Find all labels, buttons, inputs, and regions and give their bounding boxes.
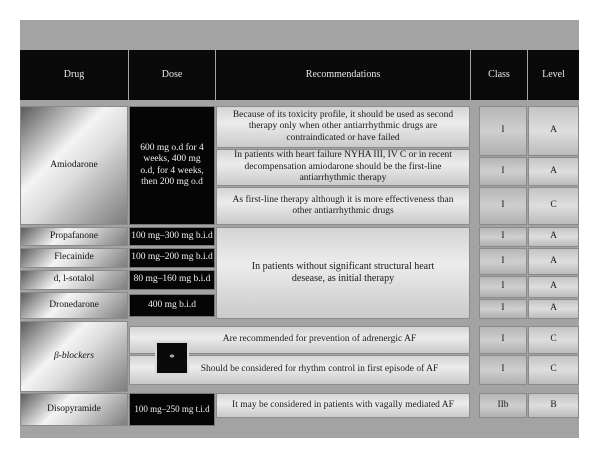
level-propafanone: A [528,227,579,247]
drug-dronedarone: Dronedarone [20,292,128,319]
drug-amiodarone: Amiodarone [20,106,128,225]
class-propafanone: I [479,227,527,247]
level-amiodarone-2: A [528,157,579,186]
drug-propafanone: Propafanone [20,227,128,246]
header-dose: Dose [129,50,215,100]
class-betablockers-1: I [479,326,527,354]
dose-sotalol: 80 mg–160 mg b.i.d [129,270,215,290]
level-disopyramide: B [528,393,579,418]
rec-amiodarone-2: In patients with heart failure NYHA III, IV C or in recent decompensation amiodarone should be the first-line antiarrhythmic therapy [216,149,470,186]
level-flecainide: A [528,248,579,275]
drug-betablockers: β-blockers [20,321,128,392]
drug-disopyramide: Disopyramide [20,393,128,426]
header-level: Level [528,50,579,100]
class-amiodarone-1: I [479,106,527,156]
dose-flecainide: 100 mg–200 mg b.i.d [129,248,215,268]
level-betablockers-2: C [528,355,579,385]
rec-disopyramide: It may be considered in patients with vagally mediated AF [216,393,470,418]
header-recommendations: Recommendations [216,50,470,100]
level-amiodarone-3: C [528,187,579,225]
asterisk-marker: * [155,341,189,375]
class-flecainide: I [479,248,527,275]
dose-propafanone: 100 mg–300 mg b.i.d [129,227,215,246]
rec-amiodarone-3: As first-line therapy although it is more effectiveness than other antiarrhythmic drugs [216,187,470,225]
level-amiodarone-1: A [528,106,579,156]
rec-betablockers-1: Are recommended for prevention of adrenergic AF [129,326,470,354]
class-betablockers-2: I [479,355,527,385]
class-sotalol: I [479,276,527,298]
level-betablockers-1: C [528,326,579,354]
header-drug: Drug [20,50,128,100]
dose-amiodarone: 600 mg o.d for 4 weeks, 400 mg o.d, for 4 weeks, then 200 mg o.d [129,106,215,225]
drug-sotalol: d, l-sotalol [20,270,128,290]
level-sotalol: A [528,276,579,298]
class-disopyramide: IIb [479,393,527,418]
class-dronedarone: I [479,299,527,319]
rec-shared-initial-therapy: In patients without significant structural heart desease, as initial therapy [216,227,470,319]
class-amiodarone-3: I [479,187,527,225]
rec-amiodarone-1: Because of its toxicity profile, it should be used as second therapy only when other antiarrhythmic drugs are contraindicated or have failed [216,106,470,148]
drug-flecainide: Flecainide [20,248,128,268]
level-dronedarone: A [528,299,579,319]
rec-betablockers-2: Should be considered for rhythm control in first episode of AF [129,355,470,385]
dose-dronedarone: 400 mg b.i.d [129,294,215,317]
class-amiodarone-2: I [479,157,527,186]
header-class: Class [471,50,527,100]
dose-disopyramide: 100 mg–250 mg t.i.d [129,393,215,426]
